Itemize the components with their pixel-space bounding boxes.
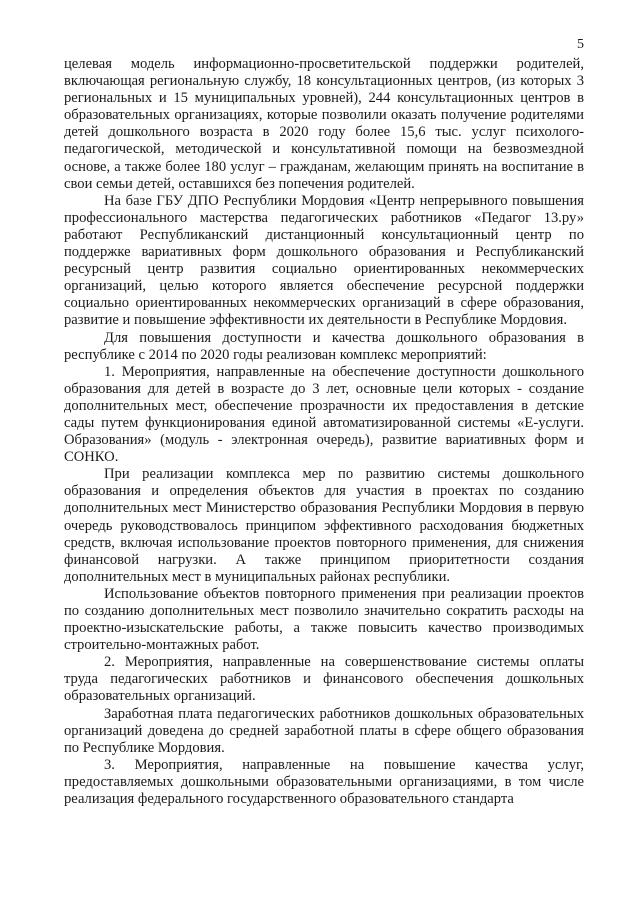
paragraph-3: Для повышения доступности и качества дошкольного образования в республике с 2014 по 2020 годы реализован комплекс мероприятий:: [64, 329, 584, 363]
paragraph-8: Заработная плата педагогических работников дошкольных образовательных организаций доведена до средней заработной платы в сфере общего образования по Республике Мордовия.: [64, 705, 584, 756]
page-number: 5: [577, 37, 584, 52]
paragraph-2: На базе ГБУ ДПО Республики Мордовия «Центр непрерывного повышения профессионального мастерства педагогических работников «Педагог 13.ру» работают Республиканский дистанционный консультационный центр по поддержке вариативных форм дошкольного образования и Республиканский ресурсный центр развития социально ориентированных некоммерческих организаций, целью которого является обеспечение ресурсной поддержки социально ориентированных некоммерческих организаций в сфере образования, развитие и повышение эффективности их деятельности в Республике Мордовия.: [64, 192, 584, 329]
paragraph-5: При реализации комплекса мер по развитию системы дошкольного образования и определения объектов для участия в проектах по созданию дополнительных мест Министерство образования Республики Мордовия в первую очередь руководствовалось принципом эффективного расходования бюджетных средств, включая использование проектов повторного применения, для снижения финансовой нагрузки. А также принципом приоритетности создания дополнительных мест в муниципальных районах республики.: [64, 466, 584, 585]
paragraph-1: целевая модель информационно-просветительской поддержки родителей, включающая региональную службу, 18 консультационных центров, (из которых 3 региональных и 15 муниципальных уровней), 244 консультационных центров в образовательных организациях, которые позволили оказать получение родителями детей дошкольного возраста в 2020 году более 15,6 тыс. услуг психолого-педагогической, методической и консультативной помощи на безвозмездной основе, а также более 180 услуг – гражданам, желающим принять на воспитание в свои семьи детей, оставшихся без попечения родителей.: [64, 56, 584, 192]
document-body: [64, 56, 584, 808]
paragraph-6: Использование объектов повторного применения при реализации проектов по созданию дополнительных мест позволило значительно сократить расходы на проектно-изыскательские работы, а также повысить качество производимых строительно-монтажных работ.: [64, 585, 584, 654]
paragraph-9: 3. Мероприятия, направленные на повышение качества услуг, предоставляемых дошкольными образовательными организациями, в том числе реализация федерального государственного образовательного стандарта: [64, 756, 584, 808]
paragraph-7: 2. Мероприятия, направленные на совершенствование системы оплаты труда педагогических работников и финансового обеспечения дошкольных образовательных организаций.: [64, 654, 584, 705]
paragraph-4: 1. Мероприятия, направленные на обеспечение доступности дошкольного образования для детей в возрасте до 3 лет, основные цели которых - создание дополнительных мест, обеспечение прозрачности их предоставления в детские сады путем функционирования единой автоматизированной системы «Е-услуги. Образования» (модуль - электронная очередь), развитие вариативных форм и СОНКО.: [64, 363, 584, 466]
